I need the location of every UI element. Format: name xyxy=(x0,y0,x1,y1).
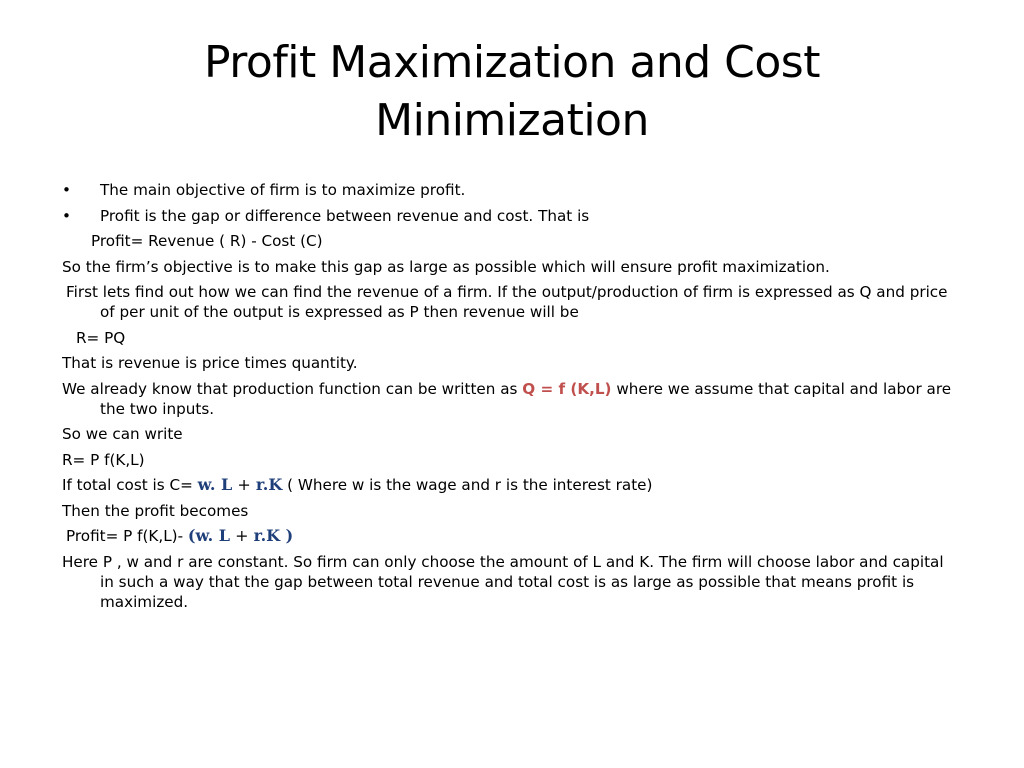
production-text-post: where we assume that capital and labor are the two inputs. xyxy=(100,379,952,418)
bullet-item-2 xyxy=(62,206,962,226)
cost-wage-term: w. L xyxy=(197,475,233,494)
bullet-item-1 xyxy=(62,180,962,200)
conclusion-paragraph: Here P , w and r are constant. So firm can only choose the amount of L and K. The firm will choose labor and capital in such a way that the gap between total revenue and total cost is as large as possible that means profit is maximized. xyxy=(62,552,944,611)
profit-capital-term: r.K ) xyxy=(253,526,294,545)
profit-becomes: Then the profit becomes xyxy=(62,501,249,520)
profit-equation: Profit= Revenue ( R) - Cost (C) xyxy=(91,232,323,250)
cost-text-pre: If total cost is C= xyxy=(62,476,198,494)
title-line-1: Profit Maximization and Cost xyxy=(204,37,820,88)
profit-function xyxy=(62,526,962,546)
revenue-function: R= P f(K,L) xyxy=(62,450,145,469)
cost-plus: + xyxy=(232,475,256,494)
revenue-paragraph: First lets find out how we can find the revenue of a firm. If the output/production of firm is expressed as Q and price of per unit of the output is expressed as P then revenue will be xyxy=(66,283,948,321)
bullet-marker: • xyxy=(62,181,71,199)
bullet-marker: • xyxy=(62,206,71,225)
profit-wage-term: (w. L xyxy=(187,526,231,545)
revenue-equation: R= PQ xyxy=(76,328,126,347)
total-cost-line xyxy=(62,475,962,495)
bullet-text-1: The main objective of firm is to maximize profit. xyxy=(100,181,466,199)
bullet-text-2: Profit is the gap or difference between revenue and cost. That is xyxy=(100,206,590,225)
so-we-can-write: So we can write xyxy=(62,425,183,443)
slide-body xyxy=(62,180,962,617)
production-function-equation: Q = f (K,L) xyxy=(522,379,612,398)
title-line-2: Minimization xyxy=(375,95,649,146)
production-text-pre: We already know that production function can be written as xyxy=(62,379,523,398)
cost-capital-term: r.K xyxy=(255,475,283,494)
revenue-explanation: That is revenue is price times quantity. xyxy=(62,354,358,372)
slide-title xyxy=(60,34,964,150)
cost-text-post: ( Where w is the wage and r is the interest rate) xyxy=(282,476,653,494)
production-function-paragraph xyxy=(62,379,962,419)
profit-plus: + xyxy=(230,526,254,545)
objective-paragraph: So the firm’s objective is to make this gap as large as possible which will ensure profit maximization. xyxy=(62,257,830,276)
profit-text-pre: Profit= P f(K,L)- xyxy=(66,527,188,545)
